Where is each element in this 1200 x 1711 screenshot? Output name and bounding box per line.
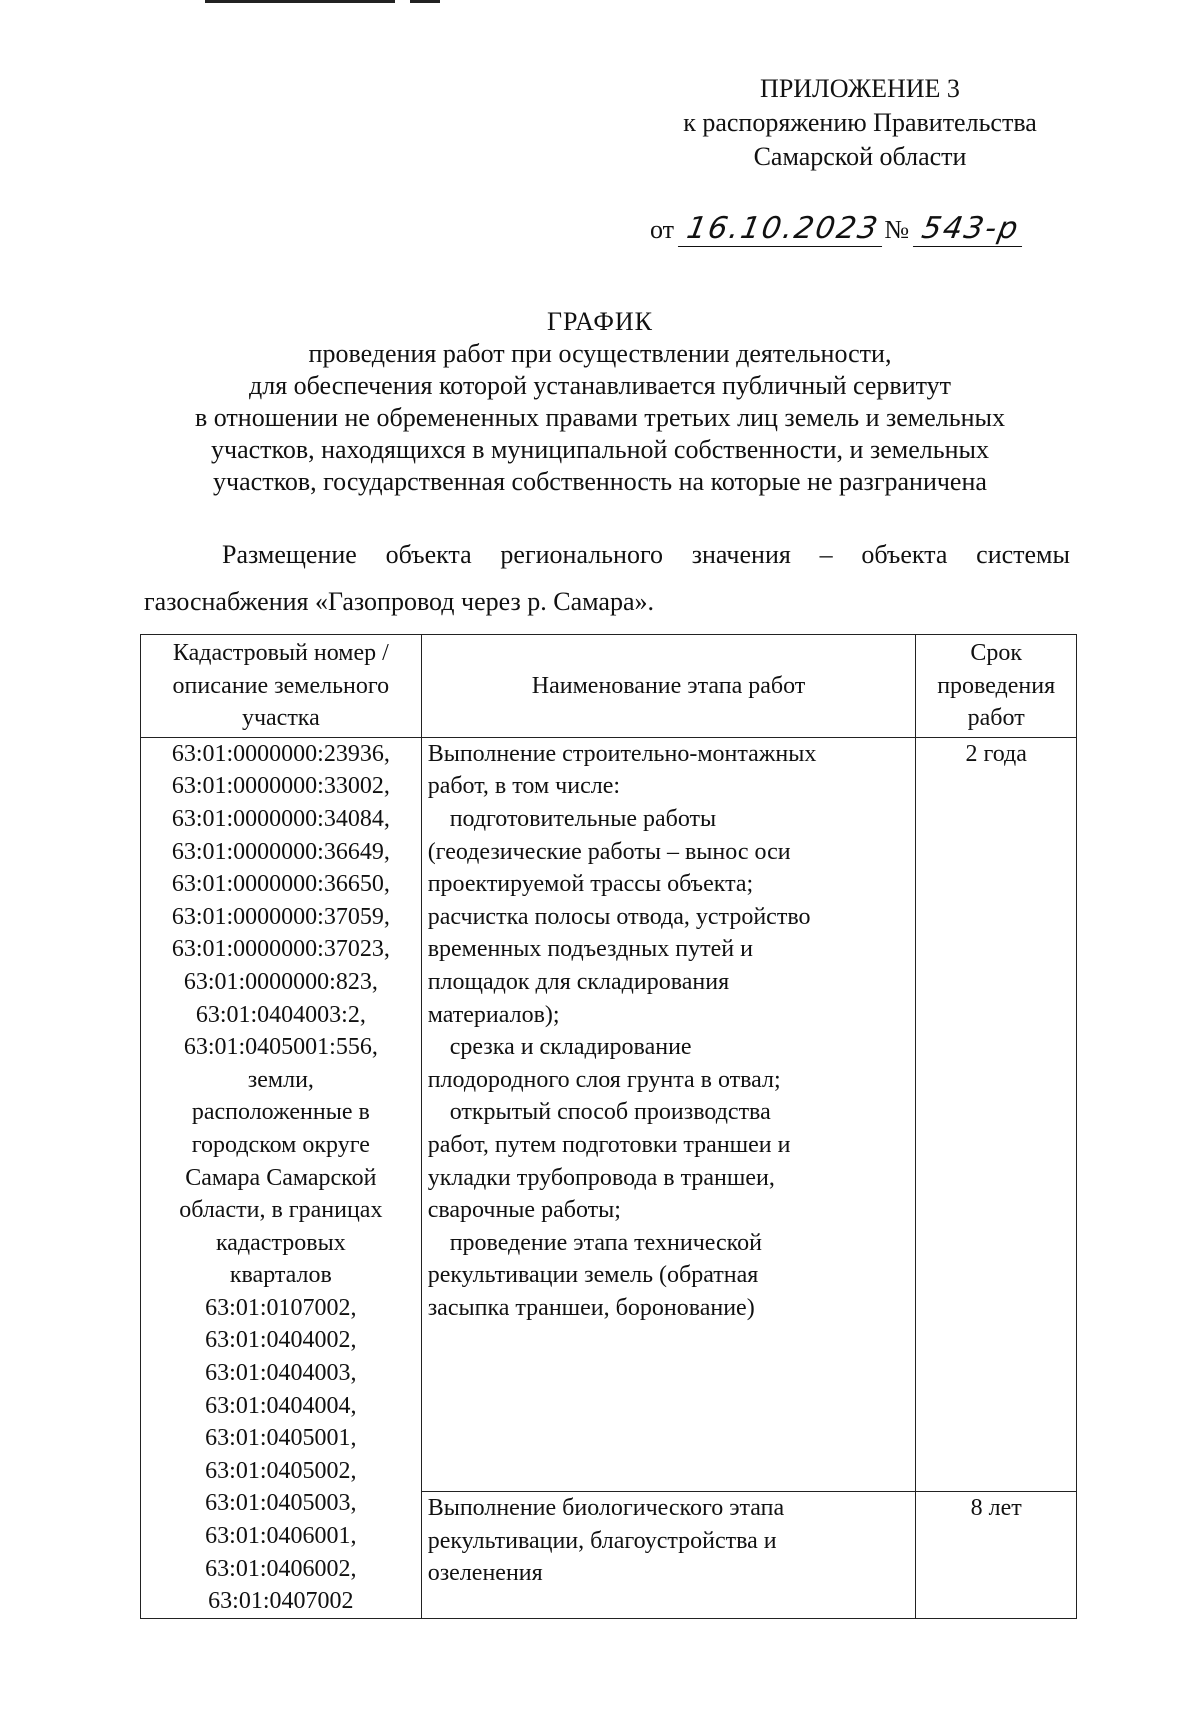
title-line: участков, находящихся в муниципальной собственности, и земельных	[211, 435, 989, 464]
stage-line: материалов);	[427, 1001, 560, 1028]
cadastral-line: 63:01:0405001,	[205, 1425, 357, 1452]
appendix-title: ПРИЛОЖЕНИЕ 3	[760, 74, 960, 103]
table-header-row	[141, 635, 1077, 738]
appendix-line-3: Самарской области	[753, 142, 967, 171]
stage-line: (геодезические работы – вынос оси	[427, 838, 791, 865]
cadastral-line: городском округе	[191, 1131, 370, 1158]
cadastral-line: 63:01:0405001:556,	[183, 1034, 378, 1061]
cadastral-line: Самара Самарской	[185, 1164, 377, 1191]
stage-line: плодородного слоя грунта в отвал;	[427, 1066, 781, 1093]
header-term	[916, 635, 1077, 738]
intro-word: системы	[976, 540, 1070, 569]
stage-line: проведение этапа технической	[449, 1229, 762, 1256]
appendix-header	[620, 72, 1100, 174]
cadastral-line: области, в границах	[179, 1197, 383, 1224]
document-title	[130, 306, 1070, 498]
cadastral-line: 63:01:0000000:823,	[183, 968, 378, 995]
stage-line: укладки трубопровода в траншеи,	[427, 1164, 775, 1191]
intro-line-1	[222, 538, 1070, 572]
header-line: проведения	[937, 672, 1056, 699]
cadastral-line: кадастровых	[215, 1229, 346, 1256]
intro-word: объекта	[861, 540, 948, 569]
header-line: Срок	[970, 640, 1023, 666]
header-stage: Наименование этапа работ	[421, 635, 916, 738]
stage-line: срезка и складирование	[449, 1034, 692, 1061]
stage-line: Выполнение биологического этапа	[427, 1495, 785, 1522]
title-line: для обеспечения которой устанавливается публичный сервитут	[249, 371, 951, 400]
order-date-number	[650, 212, 1025, 247]
cadastral-line: расположенные в	[191, 1099, 370, 1126]
cadastral-line: земли,	[247, 1066, 314, 1093]
cadastral-line: 63:01:0000000:37023,	[171, 936, 390, 963]
stage-line: площадок для складирования	[427, 968, 730, 995]
stage-line: озеленения	[427, 1560, 543, 1587]
cadastral-line: 63:01:0404003,	[205, 1360, 357, 1387]
scan-edge-mark	[410, 0, 440, 3]
stage-line: работ, в том числе:	[427, 773, 621, 800]
cadastral-line: 63:01:0405002,	[205, 1457, 357, 1484]
handwritten-number: 543-р	[913, 212, 1028, 247]
cadastral-line: 63:01:0000000:36649,	[171, 838, 390, 865]
cadastral-line: кварталов	[229, 1262, 332, 1289]
cadastral-line: 63:01:0404002,	[205, 1327, 357, 1354]
stage-line: подготовительные работы	[449, 805, 717, 832]
cadastral-line: 63:01:0000000:33002,	[171, 773, 390, 800]
stage-line: рекультивации, благоустройства и	[427, 1527, 777, 1554]
stage-line: Выполнение строительно-монтажных	[427, 740, 817, 767]
stage-line: рекультивации земель (обратная	[427, 1262, 759, 1289]
cadastral-line: 63:01:0405003,	[205, 1490, 357, 1517]
header-cadastral	[141, 635, 422, 738]
stage-line: проектируемой трассы объекта;	[427, 871, 754, 898]
title-line: участков, государственная собственность на которые не разграничена	[213, 467, 987, 496]
cadastral-line: 63:01:0404004,	[205, 1392, 357, 1419]
intro-word: –	[819, 540, 833, 569]
cadastral-line: 63:01:0406002,	[205, 1555, 357, 1582]
appendix-line-2: к распоряжению Правительства	[683, 108, 1037, 137]
cadastral-line: 63:01:0406001,	[205, 1523, 357, 1550]
cadastral-cell	[141, 737, 422, 1618]
header-line: описание земельного	[172, 672, 390, 699]
cadastral-line: 63:01:0000000:37059,	[171, 903, 390, 930]
stage-line: сварочные работы;	[427, 1197, 621, 1224]
stage-1-term: 2 года	[916, 737, 1077, 1491]
title-main: ГРАФИК	[547, 307, 653, 336]
cadastral-line: 63:01:0000000:23936,	[171, 740, 390, 767]
stage-line: работ, путем подготовки траншеи и	[427, 1131, 791, 1158]
cadastral-line: 63:01:0000000:34084,	[171, 805, 390, 832]
cadastral-line: 63:01:0107002,	[205, 1294, 357, 1321]
stage-line: открытый способ производства	[449, 1099, 771, 1126]
intro-line-2: газоснабжения «Газопровод через р. Самара».	[144, 587, 655, 616]
title-line: в отношении не обремененных правами третьих лиц земель и земельных	[195, 403, 1005, 432]
date-prefix: от	[650, 215, 675, 244]
stage-2-cell	[421, 1492, 916, 1619]
intro-word: значения	[691, 540, 791, 569]
scan-edge-mark	[205, 0, 395, 3]
stage-2-term: 8 лет	[916, 1492, 1077, 1619]
header-line: работ	[967, 705, 1025, 732]
stage-line: временных подъездных путей и	[427, 936, 753, 963]
intro-word: Размещение	[222, 540, 357, 569]
cadastral-line: 63:01:0404003:2,	[195, 1001, 366, 1028]
title-line: проведения работ при осуществлении деятельности,	[308, 339, 892, 368]
cadastral-line: 63:01:0407002	[208, 1588, 354, 1615]
table-row	[141, 737, 1077, 1491]
intro-word: регионального	[500, 540, 663, 569]
cadastral-line: 63:01:0000000:36650,	[171, 871, 390, 898]
stage-line: засыпка траншеи, боронование)	[427, 1294, 755, 1321]
stage-line: расчистка полосы отвода, устройство	[427, 903, 811, 930]
works-schedule-table	[140, 634, 1077, 1619]
header-line: участка	[241, 705, 320, 732]
intro-word: объекта	[385, 540, 472, 569]
handwritten-date: 16.10.2023	[677, 212, 887, 247]
header-line: Кадастровый номер /	[172, 640, 389, 666]
number-sign: №	[884, 215, 910, 244]
stage-1-cell	[421, 737, 916, 1491]
